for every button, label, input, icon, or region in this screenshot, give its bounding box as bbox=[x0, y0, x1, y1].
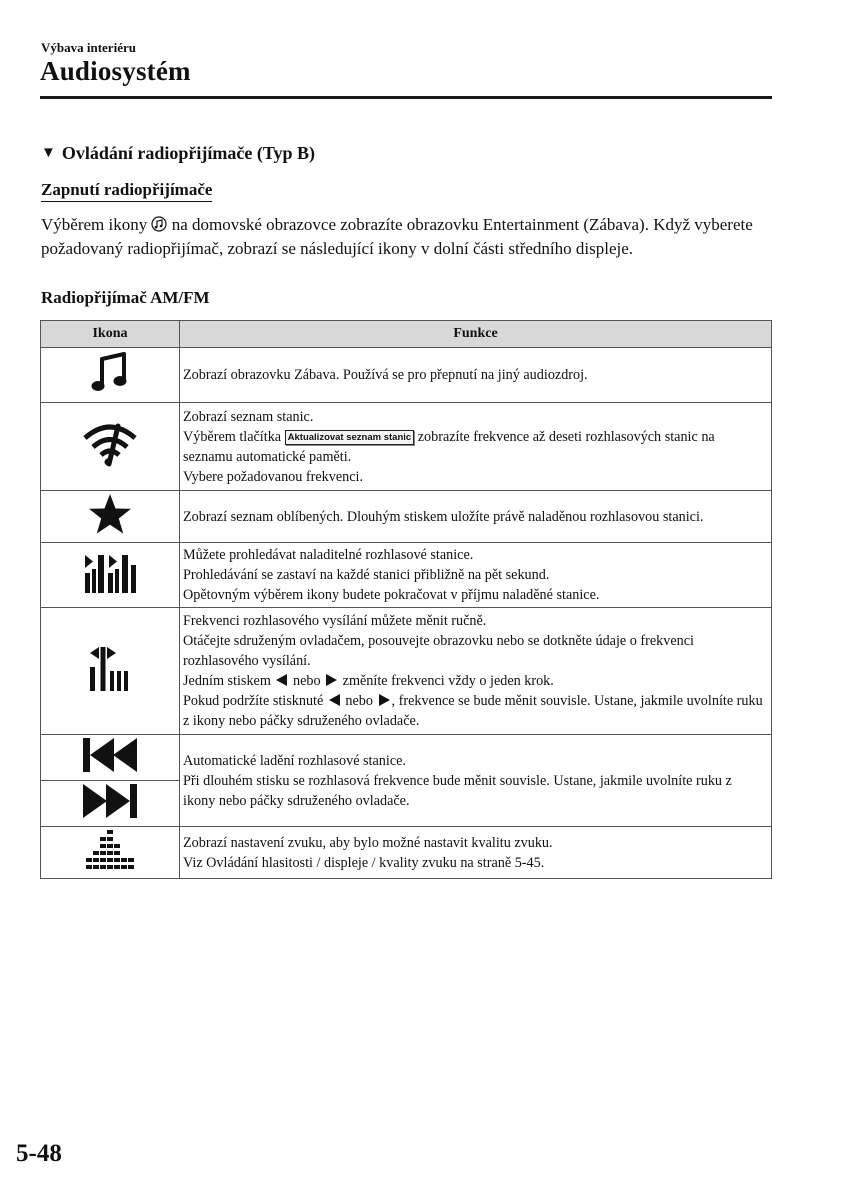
left-arrow-icon bbox=[276, 674, 287, 686]
function-cell bbox=[180, 348, 772, 403]
update-station-list-button: Aktualizovat seznam stanic bbox=[285, 430, 415, 445]
music-note-icon bbox=[90, 351, 130, 395]
function-text: Prohledávání se zastaví na každé stanici přibližně na pět sekund. bbox=[183, 567, 550, 583]
scan-icon bbox=[82, 551, 138, 595]
icon-cell bbox=[41, 781, 180, 827]
manual-tune-icon bbox=[88, 645, 132, 693]
subheading: Zapnutí radiopřijímače bbox=[41, 180, 212, 202]
function-text: Viz Ovládání hlasitosti / displeje / kvality zvuku na straně 5-45. bbox=[183, 854, 545, 871]
table-header-row bbox=[41, 321, 772, 348]
table-row bbox=[41, 348, 772, 403]
right-arrow-icon bbox=[326, 674, 337, 686]
function-text-with-arrows: Jedním stiskem nebo změníte frekvenci vždy o jeden krok. bbox=[183, 673, 554, 689]
table-row bbox=[41, 491, 772, 543]
table-row bbox=[41, 403, 772, 491]
icon-cell bbox=[41, 735, 180, 781]
right-arrow-icon bbox=[379, 694, 390, 706]
function-text: Frekvenci rozhlasového vysílání můžete měnit ručně. bbox=[183, 613, 487, 629]
function-text: Můžete prohledávat naladitelné rozhlasové stanice. bbox=[183, 547, 474, 563]
function-text: Vybere požadovanou frekvenci. bbox=[183, 468, 364, 485]
section-kicker: Výbava interiéru bbox=[41, 40, 136, 55]
function-text: Zobrazí nastavení zvuku, aby bylo možné nastavit kvalitu zvuku. bbox=[183, 834, 553, 851]
section-heading bbox=[41, 143, 315, 164]
function-cell bbox=[180, 735, 772, 827]
icon-cell bbox=[41, 827, 180, 879]
table-row bbox=[41, 735, 772, 781]
page-number: 5-48 bbox=[16, 1140, 62, 1167]
function-cell bbox=[180, 491, 772, 543]
icon-cell bbox=[41, 608, 180, 735]
seek-forward-icon bbox=[81, 782, 139, 820]
sound-settings-icon bbox=[85, 828, 135, 872]
function-text: Zobrazí obrazovku Zábava. Používá se pro přepnutí na jiný audiozdroj. bbox=[183, 367, 588, 383]
station-list-icon bbox=[81, 420, 139, 468]
intro-paragraph bbox=[41, 213, 781, 260]
section-heading-text: Ovládání radiopřijímače (Typ B) bbox=[61, 143, 316, 163]
function-cell bbox=[180, 403, 772, 491]
intro-text-1: Výběrem ikony bbox=[41, 215, 152, 234]
icon-cell bbox=[41, 403, 180, 491]
icon-cell bbox=[41, 543, 180, 608]
intro-text-2: na domovské obrazovce zobrazíte obrazovku Entertainment (Zábava). Když vyberete požadovaný radiopřijímač, zobrazí se následující ikony v dolní části středního displeje. bbox=[41, 215, 753, 258]
icon-function-table bbox=[40, 320, 772, 879]
icon-cell bbox=[41, 348, 180, 403]
seek-back-icon bbox=[81, 736, 139, 774]
entertainment-icon bbox=[151, 216, 167, 232]
function-text: Automatické ladění rozhlasové stanice. bbox=[183, 752, 406, 769]
function-cell bbox=[180, 608, 772, 735]
column-header-function: Funkce bbox=[180, 321, 772, 348]
function-text: Zobrazí seznam oblíbených. Dlouhým stiskem uložíte právě naladěnou rozhlasovou stanici. bbox=[183, 508, 704, 525]
table-row bbox=[41, 827, 772, 879]
function-cell bbox=[180, 543, 772, 608]
table-title: Radiopřijímač AM/FM bbox=[41, 288, 210, 307]
function-cell bbox=[180, 827, 772, 879]
function-text: Zobrazí seznam stanic. bbox=[183, 408, 314, 425]
function-text: Opětovným výběrem ikony budete pokračovat v příjmu naladěné stanice. bbox=[183, 587, 600, 603]
function-text-with-button: Výběrem tlačítka Aktualizovat seznam stanic zobrazíte frekvence až deseti rozhlasových stanic na seznamu automatické paměti. bbox=[183, 428, 715, 465]
star-icon bbox=[88, 493, 132, 535]
function-text-with-arrows: Pokud podržíte stisknuté nebo , frekvence se bude měnit souvisle. Ustane, jakmile uvolníte ruku z ikony nebo páčky sdruženého ovladače. bbox=[183, 693, 763, 729]
title-rule bbox=[40, 96, 772, 99]
page-title: Audiosystém bbox=[40, 56, 191, 86]
table-row bbox=[41, 543, 772, 608]
function-text: Otáčejte sdruženým ovladačem, posouvejte obrazovku nebo se dotkněte údaje o frekvenci rozhlasového vysílání. bbox=[183, 633, 694, 669]
triangle-bullet-icon: ▼ bbox=[41, 145, 56, 161]
left-arrow-icon bbox=[329, 694, 340, 706]
icon-cell bbox=[41, 491, 180, 543]
table-row bbox=[41, 608, 772, 735]
function-text: Při dlouhém stisku se rozhlasová frekvence bude měnit souvisle. Ustane, jakmile uvolníte ruku z ikony nebo páčky sdruženého ovladače. bbox=[183, 772, 732, 809]
column-header-icon: Ikona bbox=[41, 321, 180, 348]
